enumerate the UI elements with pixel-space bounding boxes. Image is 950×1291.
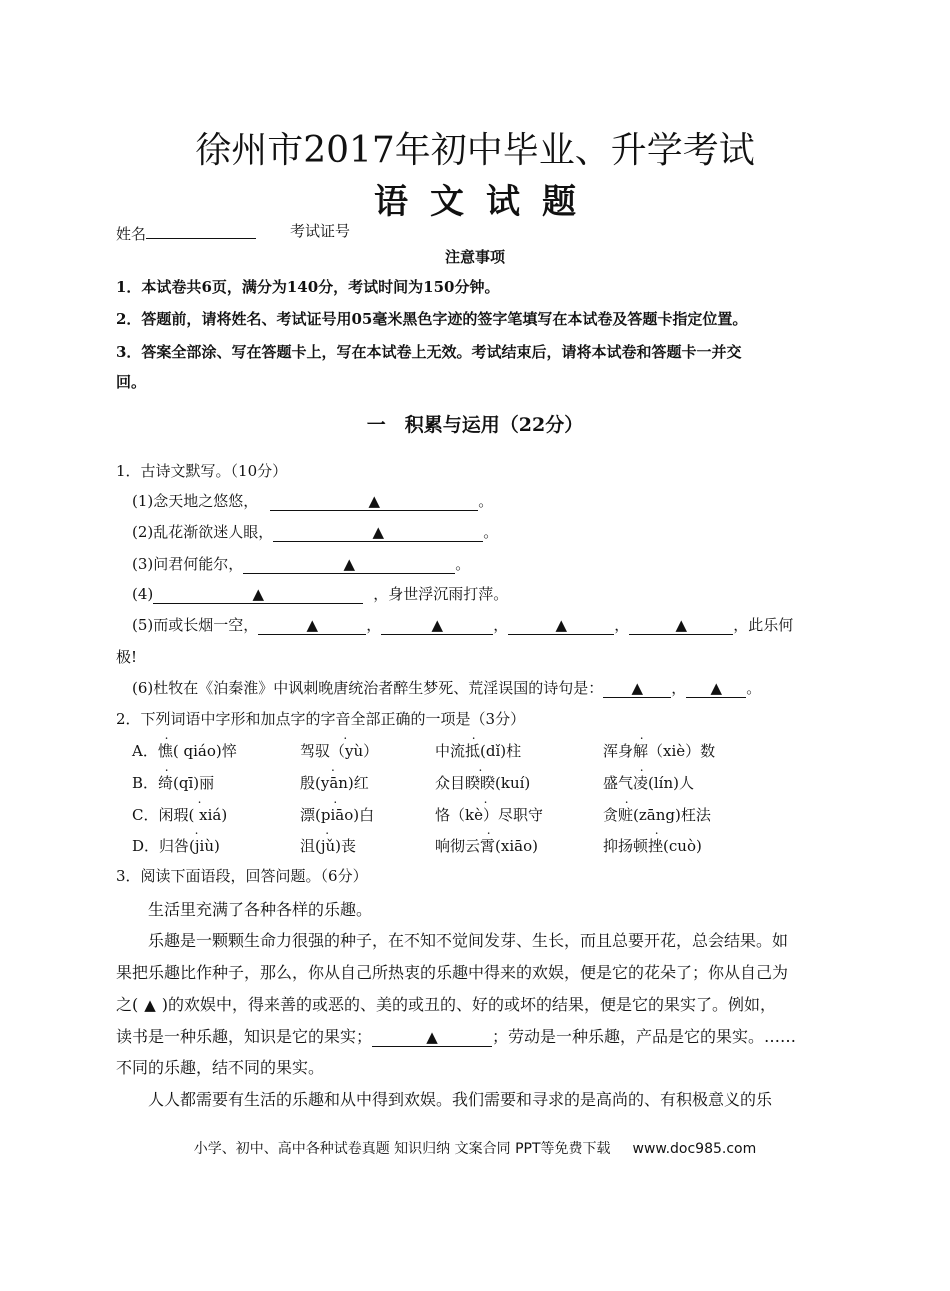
q1-line2: (2)乱花渐欲迷人眼， ▲ 。 <box>132 523 499 541</box>
q2-option-b: B．绮(qī)丽 <box>132 774 215 792</box>
answer-blank: ▲ <box>273 523 483 542</box>
q3-paragraph: 果把乐趣比作种子，那么，你从自己所热衷的乐趣中得来的欢娱，便是它的花朵了；你从自己为 <box>116 963 789 982</box>
q2-option-a: A．憔( qiáo)悴 <box>132 742 237 760</box>
q2-c-word4: 贪赃(zāng)枉法 <box>603 806 711 824</box>
section-title: 一 积累与运用（22分） <box>366 414 584 436</box>
q1-line1: (1)念天地之悠悠， ▲ 。 <box>132 492 494 510</box>
name-blank <box>146 220 256 239</box>
answer-blank: ▲ <box>258 616 366 635</box>
q2-a-word4: 浑身解（xiè）数 <box>603 742 716 760</box>
q2-b-word2: 殷(yān)红 . <box>300 772 369 793</box>
q2-option-d: D．归咎(jiù) . <box>132 835 220 856</box>
answer-blank: ▲ <box>686 679 746 698</box>
name-label: 姓名 <box>116 225 147 243</box>
footer: 小学、初中、高中各种试卷真题 知识归纳 文案合同 PPT等免费下载 www.doc985.com <box>193 1141 757 1157</box>
q2-option-c: C．闲瑕( xiá) . <box>132 804 227 825</box>
answer-blank: ▲ <box>508 616 614 635</box>
q1-line5: (5)而或长烟一空， ▲ ， ▲ ， ▲ ， ▲ ，此乐何 <box>132 616 794 634</box>
q2-a-word3: 中流抵(dǐ)柱 <box>435 742 522 760</box>
q2-b-word3: 众目睽睽(kuí) <box>435 774 531 792</box>
q3-paragraph: 之( ▲ )的欢娱中，得来善的或恶的、美的或丑的、好的或坏的结果，便是它的果实了。例如， <box>116 995 777 1014</box>
q2-c-word2: 漂(piāo)白 . <box>300 804 374 825</box>
q3-paragraph: 人人都需要有生活的乐趣和从中得到欢娱。我们需要和寻求的是高尚的、有积极意义的乐 <box>148 1090 773 1109</box>
answer-blank: ▲ <box>270 492 478 511</box>
note-item: 1．本试卷共6页，满分为140分，考试时间为150分钟。 <box>116 278 500 296</box>
q2-stem: 2．下列词语中字形和加点字的字音全部正确的一项是（3分） <box>116 710 526 728</box>
q1-stem: 1．古诗文默写。（10分） <box>116 462 288 480</box>
exam-title: 徐州市2017年初中毕业、升学考试 <box>195 130 755 171</box>
q3-paragraph: 读书是一种乐趣，知识是它的果实； ▲ ；劳动是一种乐趣，产品是它的果实。…… <box>116 1027 797 1046</box>
note-item: 回。 <box>116 373 147 391</box>
q2-d-word2: 沮(jǔ)丧 . <box>300 835 356 856</box>
q3-stem: 3．阅读下面语段，回答问题。（6分） <box>116 867 368 885</box>
answer-blank: ▲ <box>381 616 493 635</box>
answer-blank: ▲ <box>629 616 733 635</box>
q3-paragraph: 不同的乐趣，结不同的果实。 <box>116 1058 325 1077</box>
q1-line5-cont: 极! <box>116 648 138 666</box>
q2-b-word4: 盛气凌(lín)人 <box>603 774 694 792</box>
id-label: 考试证号 <box>290 222 351 240</box>
q1-line6: (6)杜牧在《泊秦淮》中讽刺晚唐统治者醉生梦死、荒淫误国的诗句是： ▲ ， ▲ 。 <box>132 679 762 697</box>
exam-subtitle: 语文试题 <box>374 182 598 222</box>
answer-blank: ▲ <box>372 1028 492 1047</box>
q1-line4: (4) ▲ ，身世浮沉雨打萍。 <box>132 585 509 603</box>
q2-a-word2: 驾驭（yù） . <box>300 740 378 761</box>
name-field <box>116 220 256 244</box>
q2-c-word3: 恪（kè）尽职守 . <box>435 804 543 825</box>
notes-heading: 注意事项 <box>444 248 505 266</box>
note-item: 3．答案全部涂、写在答题卡上，写在本试卷上无效。考试结束后，请将本试卷和答题卡一并交 <box>116 343 742 361</box>
q3-paragraph: 生活里充满了各种各样的乐趣。 <box>148 900 373 919</box>
q2-d-word4: 抑扬顿挫(cuò) <box>603 837 702 855</box>
answer-blank: ▲ <box>603 679 671 698</box>
footer-link[interactable]: www.doc985.com <box>632 1141 757 1157</box>
note-item: 2．答题前，请将姓名、考试证号用05毫米黑色字迹的签字笔填写在本试卷及答题卡指定位置。 <box>116 310 748 328</box>
answer-blank: ▲ <box>243 555 455 574</box>
q2-d-word3: 响彻云霄(xiāo) <box>435 837 538 855</box>
answer-marker: ▲ <box>144 996 156 1014</box>
q3-paragraph: 乐趣是一颗颗生命力很强的种子，在不知不觉间发芽、生长，而且总要开花，总会结果。如 <box>148 931 789 950</box>
answer-blank: ▲ <box>153 585 363 604</box>
q1-line3: (3)问君何能尔， ▲ 。 <box>132 555 471 573</box>
